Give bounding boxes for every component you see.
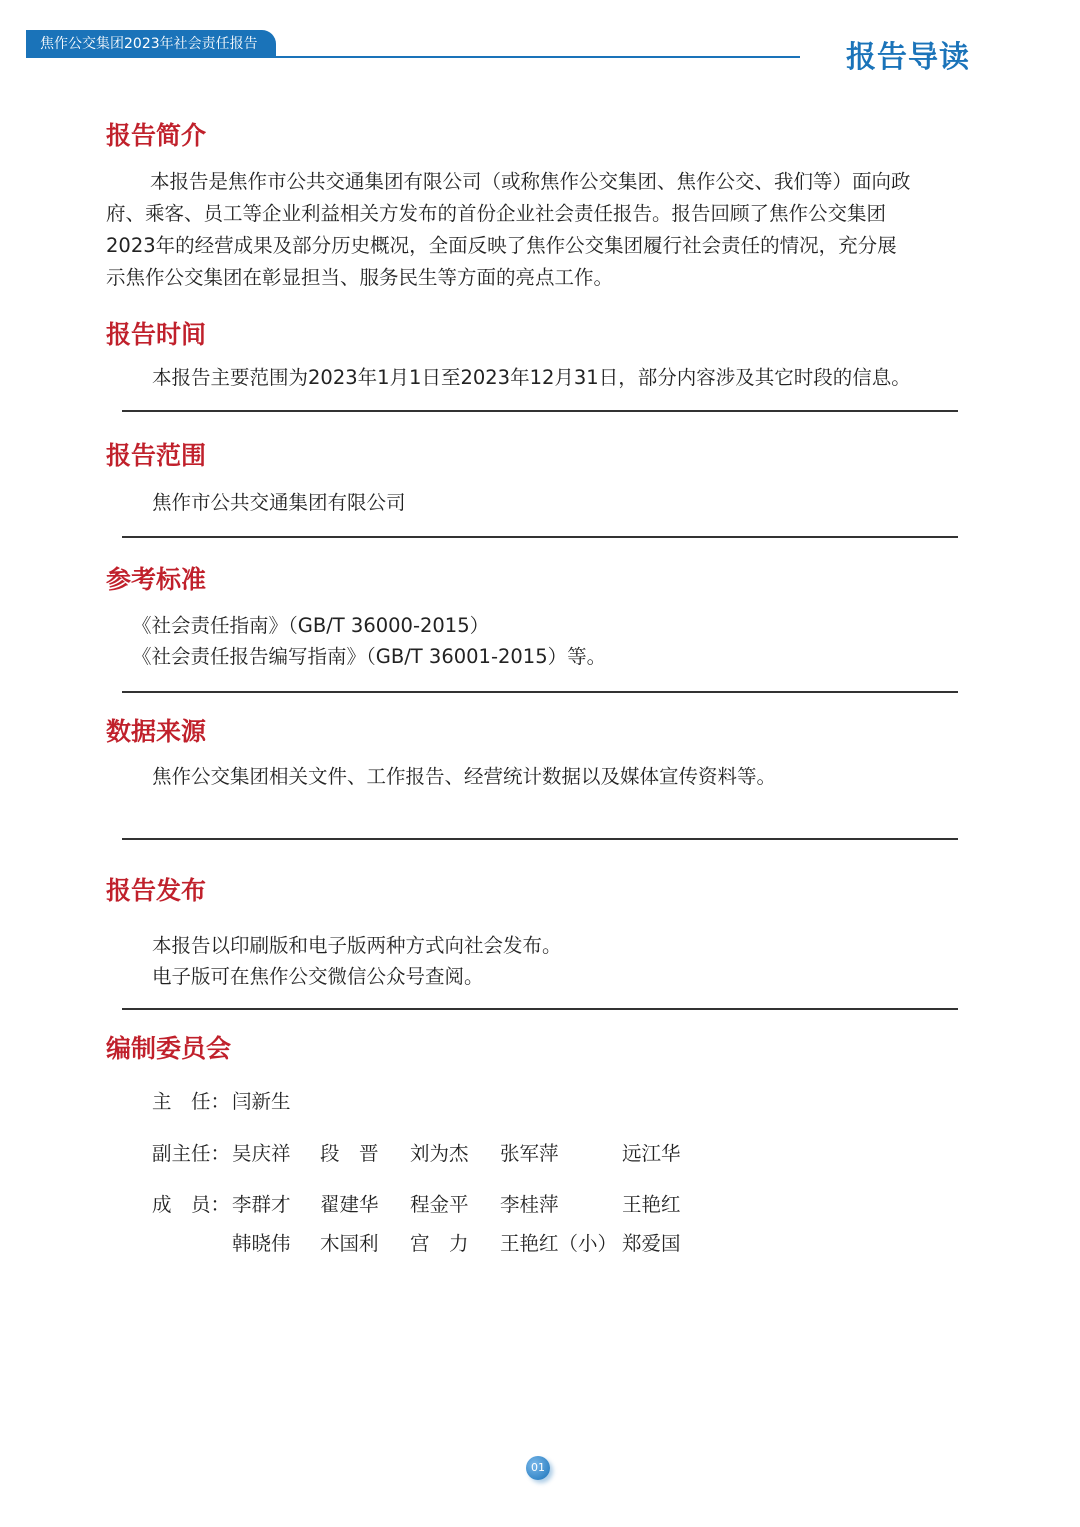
member-name: 木国利 (320, 1232, 379, 1255)
member-name: 韩晓伟 (232, 1232, 291, 1255)
time-heading: 报告时间 (106, 320, 207, 349)
report-name-tab: 焦作公交集团2023年社会责任报告 (26, 30, 276, 58)
intro-line-3: 2023年的经营成果及部分历史概况，全面反映了焦作公交集团履行社会责任的情况，充分展 (106, 234, 897, 257)
member-label: 成 员： (152, 1193, 231, 1216)
divider-release (122, 1008, 958, 1010)
deputy-label: 副主任： (152, 1142, 231, 1165)
page-number: 01 (526, 1456, 550, 1480)
member-name: 宫 力 (410, 1232, 469, 1255)
page-section-title: 报告导读 (846, 40, 970, 75)
member-name: 郑爱国 (622, 1232, 681, 1255)
scope-text: 焦作市公共交通集团有限公司 (152, 491, 406, 514)
divider-standards (122, 691, 958, 693)
member-name: 李桂萍 (500, 1193, 559, 1216)
divider-scope (122, 536, 958, 538)
standard-item-1: 《社会责任指南》（GB/T 36000-2015） (132, 614, 490, 637)
sources-heading: 数据来源 (106, 717, 207, 746)
divider-time (122, 410, 958, 412)
intro-paragraph (106, 166, 986, 294)
scope-heading: 报告范围 (106, 441, 207, 470)
sources-text: 焦作公交集团相关文件、工作报告、经营统计数据以及媒体宣传资料等。 (152, 765, 777, 788)
intro-line-4: 示焦作公交集团在彰显担当、服务民生等方面的亮点工作。 (106, 266, 614, 289)
deputy-name: 刘为杰 (410, 1142, 469, 1165)
committee-heading: 编制委员会 (106, 1034, 232, 1063)
member-name: 翟建华 (320, 1193, 379, 1216)
time-text: 本报告主要范围为2023年1月1日至2023年12月31日，部分内容涉及其它时段的信息。 (152, 366, 911, 389)
standard-item-2: 《社会责任报告编写指南》（GB/T 36001-2015）等。 (132, 645, 607, 668)
divider-sources (122, 838, 958, 840)
deputy-name: 远江华 (622, 1142, 681, 1165)
director-label: 主 任： (152, 1090, 231, 1113)
header-divider (26, 56, 800, 58)
deputy-name: 张军萍 (500, 1142, 559, 1165)
release-heading: 报告发布 (106, 876, 207, 905)
member-name: 王艳红（小） (500, 1232, 618, 1255)
member-name: 王艳红 (622, 1193, 681, 1216)
deputy-name: 吴庆祥 (232, 1142, 291, 1165)
member-name: 程金平 (410, 1193, 469, 1216)
intro-line-2: 府、乘客、员工等企业利益相关方发布的首份企业社会责任报告。报告回顾了焦作公交集团 (106, 202, 887, 225)
member-name: 李群才 (232, 1193, 291, 1216)
deputy-name: 段 晋 (320, 1142, 379, 1165)
release-line-1: 本报告以印刷版和电子版两种方式向社会发布。 (152, 934, 562, 957)
intro-heading: 报告简介 (106, 121, 207, 150)
director-name: 闫新生 (232, 1090, 291, 1113)
release-line-2: 电子版可在焦作公交微信公众号查阅。 (152, 965, 484, 988)
standards-heading: 参考标准 (106, 565, 207, 594)
intro-line-1: 本报告是焦作市公共交通集团有限公司（或称焦作公交集团、焦作公交、我们等）面向政 (150, 170, 911, 193)
